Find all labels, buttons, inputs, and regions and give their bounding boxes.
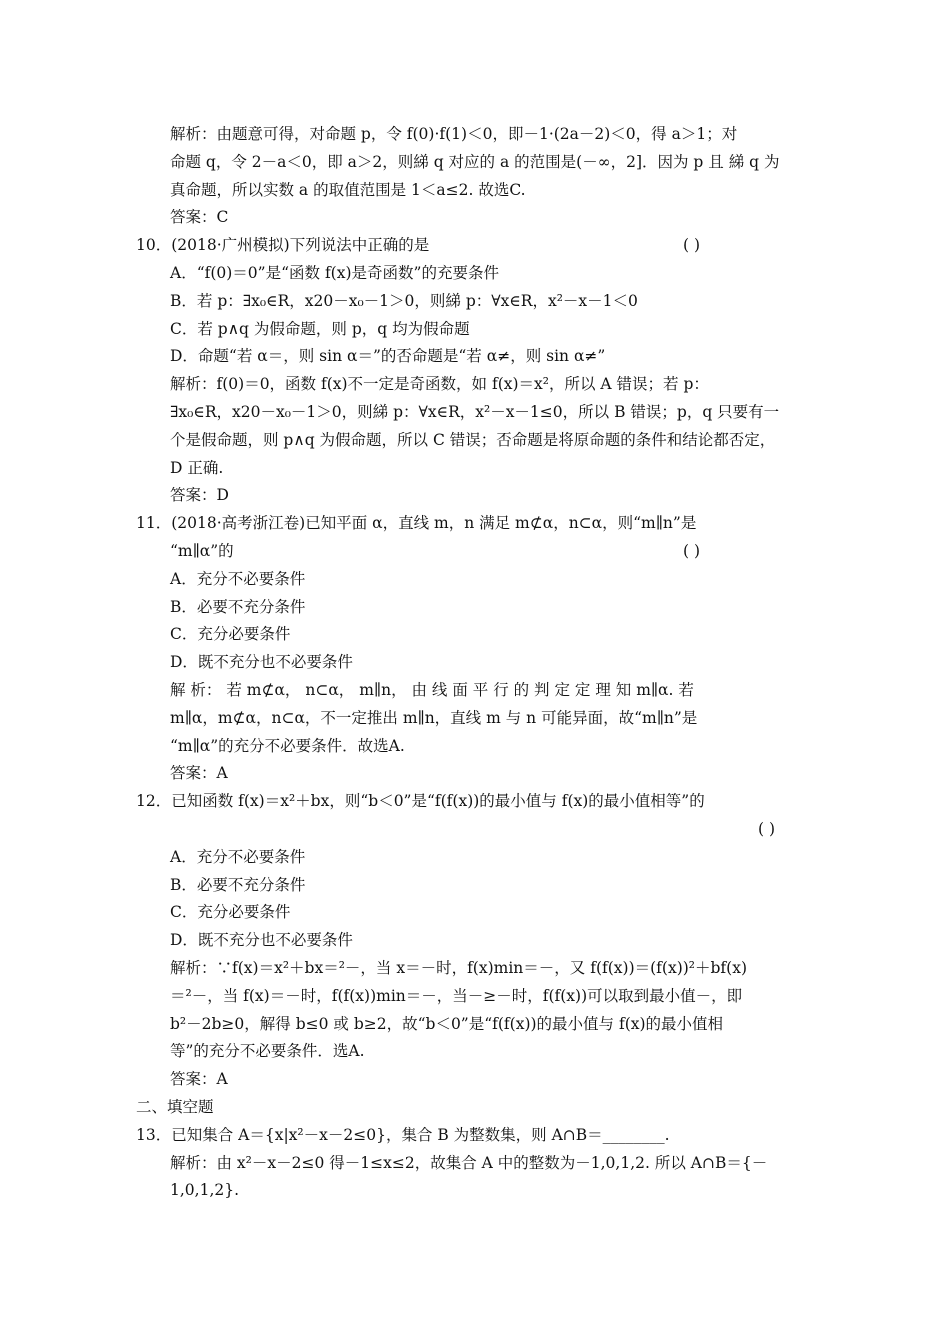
text-line: B．若 p：∃x₀∈R，x20－x₀－1＞0，则綈 p：∀x∈R，x²－x－1＜0 — [170, 291, 638, 310]
text-line: 真命题，所以实数 a 的取值范围是 1＜a≤2. 故选C. — [170, 180, 526, 199]
text-line: 11．(2018·高考浙江卷)已知平面 α，直线 m，n 满足 m⊄α，n⊂α，则“m∥n”是 — [136, 514, 697, 533]
text-line: 二、填空题 — [136, 1098, 214, 1116]
text-line: 个是假命题，则 p∧q 为假命题，所以 C 错误；否命题是将原命题的条件和结论都否定， — [170, 430, 776, 449]
text-line: 1,0,1,2}. — [170, 1181, 240, 1200]
text-line: D．命题“若 α＝，则 sin α＝”的否命题是“若 α≠，则 sin α≠” — [170, 347, 606, 366]
text-line: 解析：f(0)＝0，函数 f(x)不一定是奇函数，如 f(x)＝x²，所以 A 错误；若 p： — [170, 375, 709, 394]
text-line: 解析：∵f(x)＝x²＋bx＝²－，当 x＝－时，f(x)min＝－，又 f(f(x))＝(f(x))²＋bf(x) — [170, 959, 747, 977]
answer-bracket: ( ) — [758, 820, 776, 838]
text-line: ∃x₀∈R，x20－x₀－1＞0，则綈 p：∀x∈R，x²－x－1≤0，所以 B 错误；p，q 只要有一 — [170, 403, 780, 421]
text-line: C．充分必要条件 — [170, 625, 291, 644]
answer-bracket: ( ) — [683, 542, 701, 560]
text-line: 解析：由 x²－x－2≤0 得－1≤x≤2，故集合 A 中的整数为－1,0,1,2. 所以 A∩B＝{－ — [170, 1153, 768, 1172]
text-line: 13．已知集合 A＝{x|x²－x－2≤0}，集合 B 为整数集，则 A∩B＝________. — [136, 1125, 670, 1144]
text-line: D 正确. — [170, 458, 224, 477]
text-line: B．必要不充分条件 — [170, 875, 306, 894]
text-line: 答案：D — [170, 486, 229, 505]
text-line: “m∥α”的 — [170, 542, 234, 560]
text-line: 12．已知函数 f(x)＝x²＋bx，则“b＜0”是“f(f(x))的最小值与 f(x)的最小值相等”的 — [136, 792, 705, 811]
text-line: C．充分必要条件 — [170, 903, 291, 922]
text-line: b²－2b≥0，解得 b≤0 或 b≥2，故“b＜0”是“f(f(x))的最小值与 f(x)的最小值相 — [170, 1014, 724, 1033]
answer-bracket: ( ) — [683, 236, 701, 255]
text-line: 命题 q，令 2－a＜0，即 a＞2，则綈 q 对应的 a 的范围是(－∞，2]．因为 p 且 綈 q 为 — [170, 152, 780, 171]
text-line: ＝²－，当 f(x)＝－时，f(f(x))min＝－，当－≥－时，f(f(x))可以取到最小值－，即 — [170, 986, 743, 1005]
text-line: 答案：C — [170, 208, 229, 227]
text-line: 解 析： 若 m⊄α， n⊂α， m∥n， 由 线 面 平 行 的 判 定 定 理 知 m∥α. 若 — [170, 681, 694, 699]
text-line: C．若 p∧q 为假命题，则 p，q 均为假命题 — [170, 319, 470, 338]
text-line: B．必要不充分条件 — [170, 597, 306, 616]
text-line: A．充分不必要条件 — [170, 847, 306, 866]
text-line: 等”的充分不必要条件．选A. — [170, 1042, 365, 1061]
text-line: 解析：由题意可得，对命题 p，令 f(0)·f(1)＜0，即－1·(2a－2)＜0，得 a＞1；对 — [170, 125, 738, 143]
text-line: A．“f(0)＝0”是“函数 f(x)是奇函数”的充要条件 — [170, 264, 499, 282]
text-line: A．充分不必要条件 — [170, 569, 306, 588]
text-line: D．既不充分也不必要条件 — [170, 931, 353, 950]
text-line: 答案：A — [170, 764, 228, 783]
text-line: m∥α，m⊄α，n⊂α，不一定推出 m∥n，直线 m 与 n 可能异面，故“m∥n”是 — [170, 708, 698, 727]
text-line: D．既不充分也不必要条件 — [170, 653, 353, 672]
text-line: 10．(2018·广州模拟)下列说法中正确的是 — [136, 236, 430, 255]
text-line: “m∥α”的充分不必要条件．故选A. — [170, 736, 405, 755]
text-line: 答案：A — [170, 1070, 228, 1089]
